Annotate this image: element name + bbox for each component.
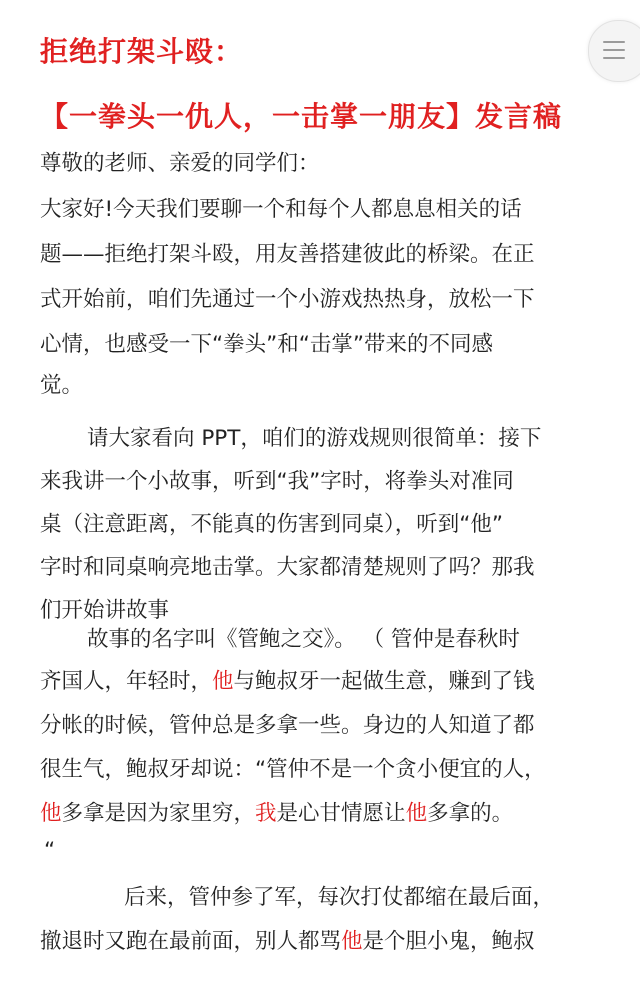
paragraph-2-line-1: 请大家看向 PPT，咱们的游戏规则很简单：接下 — [87, 426, 542, 451]
text-segment: 与鲍叔牙一起做生意，赚到了钱 — [233, 669, 535, 694]
salutation-line: 尊敬的老师、亲爱的同学们： — [40, 151, 320, 176]
paragraph-1-line-3: 式开始前，咱们先通过一个小游戏热热身，放松一下 — [40, 287, 535, 312]
highlighted-word: 他 — [341, 929, 363, 954]
menu-button[interactable] — [588, 20, 640, 82]
text-segment: 多拿是因为家里穷， — [61, 801, 256, 826]
paragraph-1-line-2: 题——拒绝打架斗殴，用友善搭建彼此的桥梁。在正 — [40, 242, 535, 267]
text-segment: 是个胆小鬼，鲍叔 — [362, 929, 535, 954]
paragraph-3-line-4: 很生气，鲍叔牙却说：“管仲不是一个贪小便宜的人， — [40, 757, 546, 782]
text-segment: 齐国人，年轻时， — [40, 669, 213, 694]
text-segment: 是心甘情愿让 — [276, 801, 406, 826]
paragraph-3-line-1: 故事的名字叫《管鲍之交》。 （ 管仲是春秋时 — [87, 627, 520, 652]
highlighted-word: 他 — [405, 801, 428, 826]
page-title: 拒绝打架斗殴： — [40, 35, 244, 68]
paragraph-1-line-5: 觉。 — [40, 373, 84, 398]
paragraph-3-line-6: “ — [44, 838, 56, 863]
paragraph-1-line-1: 大家好!今天我们要聊一个和每个人都息息相关的话 — [40, 197, 522, 222]
text-segment: 多拿的。 — [427, 801, 514, 826]
page-subtitle: 【一拳头一仇人，一击掌一朋友】发言稿 — [40, 100, 563, 133]
text-segment: 撤退时又跑在最前面，别人都骂 — [40, 929, 342, 954]
paragraph-2-line-2: 来我讲一个小故事，听到“我”字时，将拳头对准同 — [40, 469, 514, 494]
paragraph-2-line-5: 们开始讲故事 — [40, 598, 170, 623]
paragraph-3-line-5 — [40, 800, 513, 828]
paragraph-4-line-1: 后来，管仲参了军，每次打仗都缩在最后面， — [124, 885, 555, 910]
paragraph-4-line-2 — [40, 928, 535, 956]
paragraph-2-line-3: 桌（注意距离，不能真的伤害到同桌），听到“他” — [40, 512, 504, 537]
highlighted-word: 我 — [255, 801, 277, 826]
hamburger-menu-icon-bar — [603, 49, 625, 51]
paragraph-3-line-2 — [40, 668, 535, 696]
paragraph-2-line-4: 字时和同桌响亮地击掌。大家都清楚规则了吗？那我 — [40, 555, 535, 580]
paragraph-3-line-3: 分帐的时候，管仲总是多拿一些。身边的人知道了都 — [40, 713, 535, 738]
highlighted-word: 他 — [40, 801, 62, 826]
paragraph-1-line-4: 心情，也感受一下“拳头”和“击掌”带来的不同感 — [40, 332, 494, 357]
hamburger-menu-icon — [603, 41, 625, 43]
highlighted-word: 他 — [212, 669, 234, 694]
hamburger-menu-icon-bar — [603, 57, 625, 59]
